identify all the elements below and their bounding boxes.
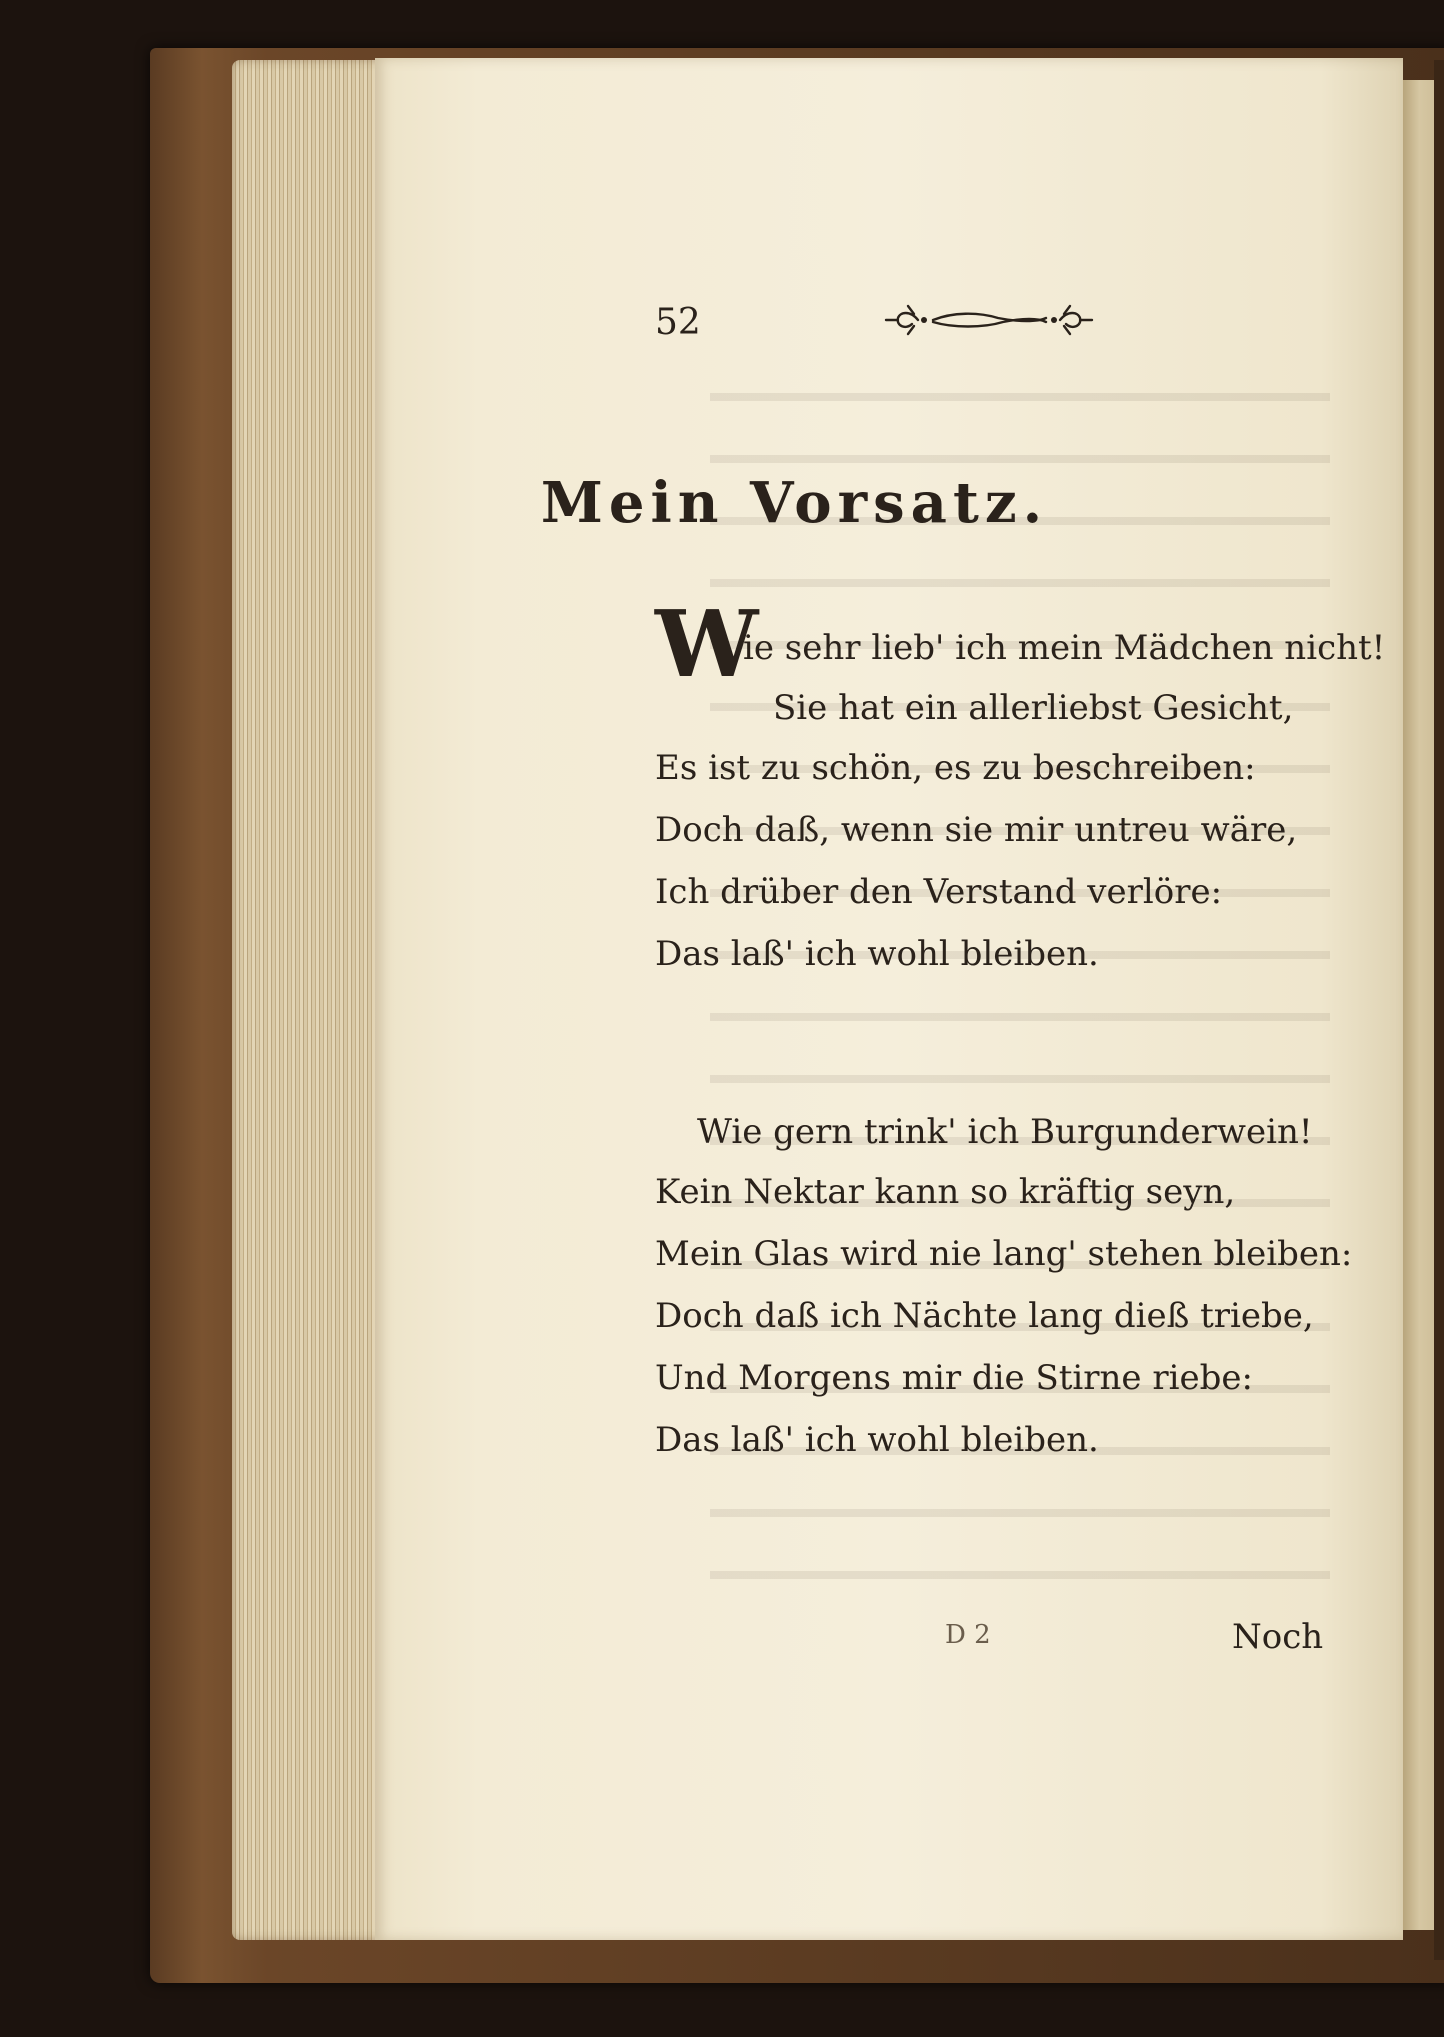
stanza-1-line-2: Sie hat ein allerliebst Gesicht,	[773, 688, 1294, 728]
stanza-2-line-6: Das laß' ich wohl bleiben.	[655, 1420, 1099, 1460]
facing-cover-edge	[1434, 60, 1444, 1960]
headpiece-flourish-ornament-icon	[878, 300, 1098, 340]
signature-mark: D 2	[945, 1620, 991, 1650]
catchword: Noch	[1232, 1617, 1324, 1657]
stanza-1-line-4: Doch daß, wenn sie mir untreu wäre,	[655, 810, 1298, 850]
stanza-2-line-1: Wie gern trink' ich Burgunderwein!	[697, 1112, 1313, 1152]
stanza-2-line-2: Kein Nektar kann so kräftig seyn,	[655, 1172, 1236, 1212]
stanza-1-line-6: Das laß' ich wohl bleiben.	[655, 934, 1099, 974]
stanza-2-line-4: Doch daß ich Nächte lang dieß triebe,	[655, 1296, 1314, 1336]
stanza-1-line-5: Ich drüber den Verstand verlöre:	[655, 872, 1223, 912]
page-number: 52	[655, 302, 701, 343]
poem-title: Mein Vorsatz.	[540, 470, 1049, 536]
drop-cap: W	[655, 590, 759, 698]
stanza-1-line-3: Es ist zu schön, es zu beschreiben:	[655, 748, 1256, 788]
book-page	[375, 58, 1403, 1940]
stanza-1-line-1	[655, 590, 1386, 698]
stanza-1-line-1-rest: ie sehr lieb' ich mein Mädchen nicht!	[743, 628, 1386, 668]
stanza-2-line-5: Und Morgens mir die Stirne riebe:	[655, 1358, 1253, 1398]
stanza-2-line-3: Mein Glas wird nie lang' stehen bleiben:	[655, 1234, 1353, 1274]
